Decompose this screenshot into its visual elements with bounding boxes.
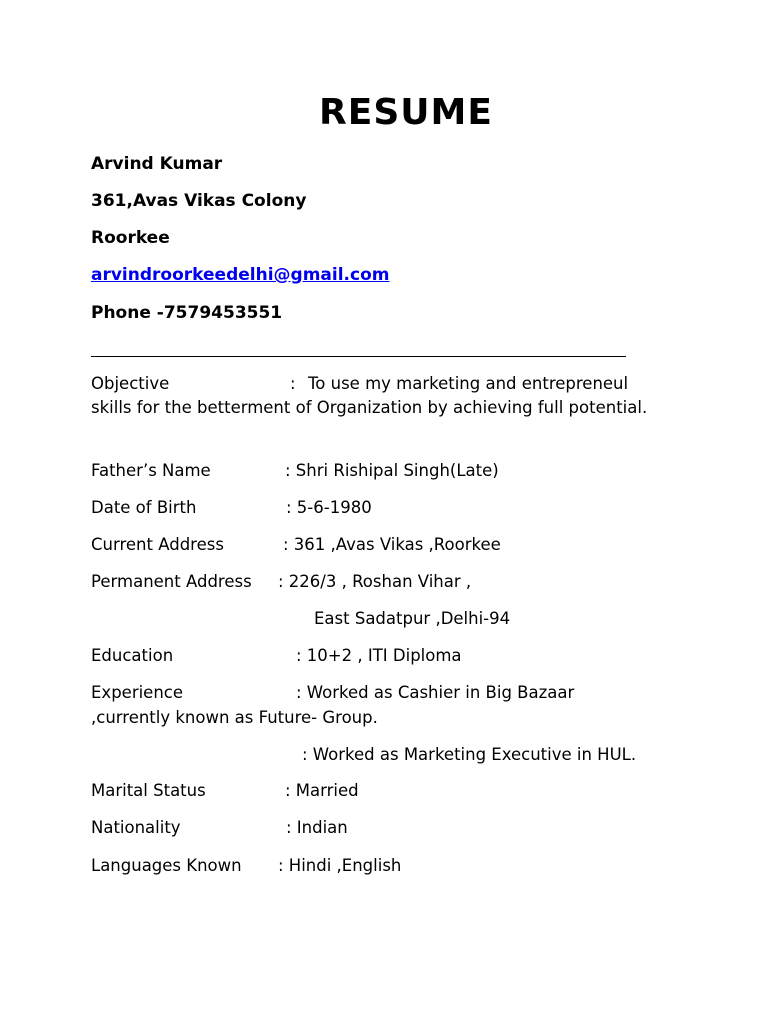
objective-text-rest: skills for the betterment of Organization by achieving full potential.: [91, 398, 648, 417]
permanent-address-value: : 226/3 , Roshan Vihar ,: [278, 572, 472, 591]
dob-value: : 5-6-1980: [286, 498, 372, 517]
permanent-address-label: Permanent Address: [91, 572, 252, 591]
phone-number: Phone -7579453551: [91, 303, 283, 323]
father-label: Father’s Name: [91, 461, 211, 480]
email-link[interactable]: arvindroorkeedelhi@gmail.com: [91, 265, 390, 285]
resume-title: RESUME: [319, 92, 493, 133]
languages-value: : Hindi ,English: [278, 856, 402, 875]
current-address-label: Current Address: [91, 535, 224, 554]
objective-sep: :: [290, 374, 296, 393]
nationality-value: : Indian: [286, 818, 348, 837]
detail-row-father: [91, 461, 499, 480]
objective-label-row: [91, 374, 629, 393]
education-value: : 10+2 , ITI Diploma: [296, 646, 462, 665]
dob-label: Date of Birth: [91, 498, 197, 517]
experience-value-second: : Worked as Marketing Executive in HUL.: [302, 745, 637, 764]
education-label: Education: [91, 646, 174, 665]
objective-label: Objective: [91, 374, 170, 393]
address-line: 361,Avas Vikas Colony: [91, 191, 307, 211]
permanent-address-continuation: East Sadatpur ,Delhi-94: [314, 609, 511, 628]
divider-line: [91, 356, 626, 357]
city: Roorkee: [91, 228, 170, 248]
experience-continuation: ,currently known as Future- Group.: [91, 708, 378, 727]
languages-label: Languages Known: [91, 856, 242, 875]
current-address-value: : 361 ,Avas Vikas ,Roorkee: [283, 535, 501, 554]
marital-label: Marital Status: [91, 781, 206, 800]
email-link-wrapper: [91, 265, 389, 285]
detail-row-current-address: [91, 535, 501, 554]
father-value: : Shri Rishipal Singh(Late): [285, 461, 499, 480]
experience-value: : Worked as Cashier in Big Bazaar: [296, 683, 575, 702]
detail-row-permanent-address: [91, 572, 472, 591]
nationality-label: Nationality: [91, 818, 181, 837]
marital-value: : Married: [285, 781, 359, 800]
detail-row-education: [91, 646, 462, 665]
objective-first-line: To use my marketing and entrepreneul: [308, 374, 629, 393]
detail-row-dob: [91, 498, 372, 517]
experience-label: Experience: [91, 683, 184, 702]
detail-row-languages: [91, 856, 402, 875]
candidate-name: Arvind Kumar: [91, 154, 223, 174]
detail-row-marital: [91, 781, 359, 800]
detail-row-nationality: [91, 818, 348, 837]
detail-row-experience: [91, 683, 575, 702]
